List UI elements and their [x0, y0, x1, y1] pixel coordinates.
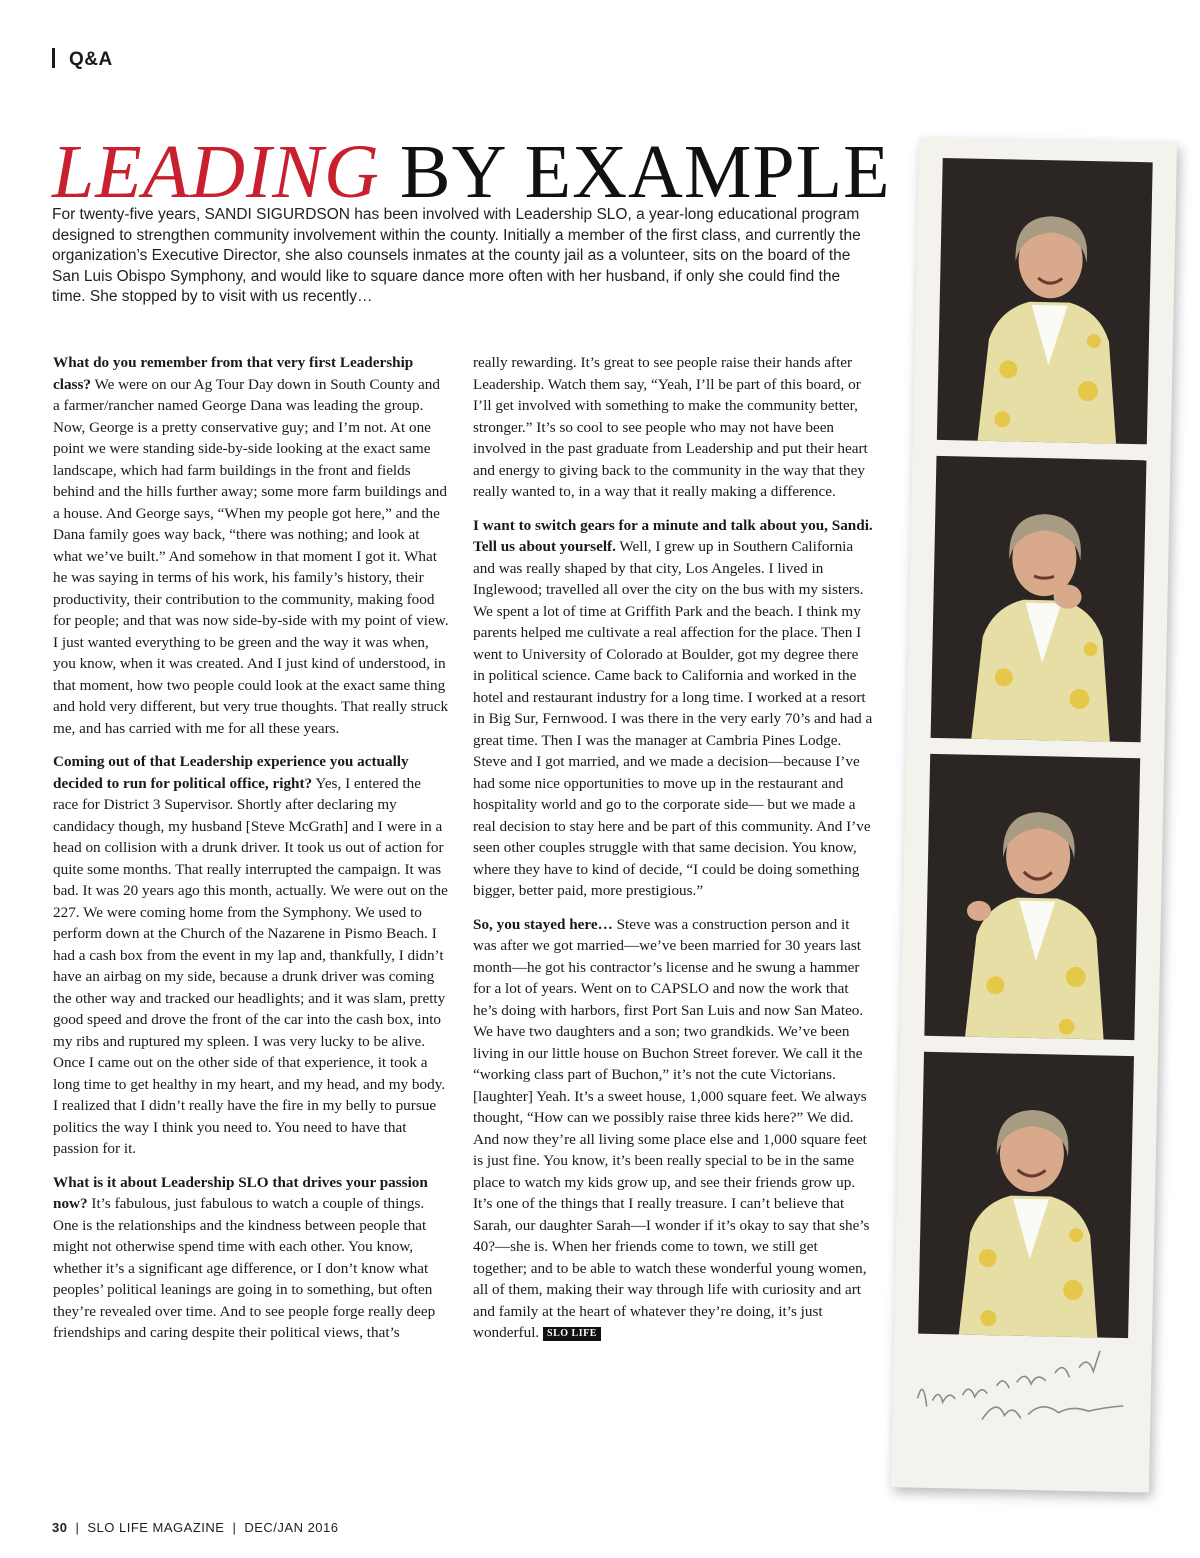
intro-paragraph: For twenty-five years, SANDI SIGURDSON has been involved with Leadership SLO, a year-long educational program designed to strengthen community involvement within the county. Initially a member of the first class, and currently the organization’s Executive Director, she also counsels inmates at the county jail as a volunteer, sits on the board of the San Luis Obispo Symphony, and would like to square dance more often with her husband, if only she could find the time. She stopped by to visit with us recently…: [52, 206, 861, 305]
qa-paragraph: [473, 515, 873, 902]
end-mark: SLO LIFE: [543, 1327, 601, 1341]
question: I want to switch gears for a minute and talk about you, Sandi. Tell us about yourself.: [473, 516, 873, 555]
qa-paragraph: [473, 352, 873, 503]
qa-paragraph: [53, 352, 450, 739]
portrait-photo-3: [924, 754, 1140, 1040]
issue-date: DEC/JAN 2016: [244, 1520, 339, 1535]
footer-separator: |: [232, 1520, 237, 1535]
answer: really rewarding. It’s great to see people raise their hands after Leadership. Watch them say, “Yeah, I’ll be part of this board, or I’ll get involved with something to make the community better, stronger.” It’s so cool to see people who may not have been involved in the past graduate from Leadership and put their heart and energy to giving back to the community in the way that they really wanted to, in a way that it really making a difference.: [473, 354, 868, 500]
article-column-1: [53, 352, 450, 1356]
headline-accent: LEADING: [52, 130, 380, 214]
portrait-figure: [954, 784, 1119, 1040]
question: What do you remember from that very first Leadership class?: [53, 354, 414, 393]
section-label: [52, 48, 113, 71]
page-footer: [52, 1520, 339, 1535]
question: Coming out of that Leadership experience you actually decided to run for political office, right?: [53, 753, 409, 792]
portrait-figure: [967, 189, 1132, 445]
handwritten-signature: [912, 1318, 1134, 1433]
magazine-name: SLO LIFE MAGAZINE: [87, 1520, 225, 1535]
question: So, you stayed here…: [473, 915, 613, 933]
qa-paragraph: [53, 1172, 450, 1344]
qa-paragraph: [53, 751, 450, 1160]
section-text: Q&A: [69, 49, 113, 70]
question: What is it about Leadership SLO that drives your passion now?: [53, 1173, 428, 1212]
footer-separator: |: [75, 1520, 80, 1535]
portrait-photo-1: [937, 158, 1153, 444]
portrait-photo-2: [931, 456, 1147, 742]
answer: We were on our Ag Tour Day down in South County and a farmer/rancher named George Dana was leading the group. Now, George is a pretty conservative guy; and I’m not. At one point we were standing side-by-side looking at the exact same landscape, which had farm buildings in the front and fields behind and the hills further away; some more farm buildings and a house. And George says, “When my people got here,” and the Dana family goes way back, “there was nothing; and look at what we’ve built.” And somehow in that moment I got it. What he was saying in terms of his work, his family’s history, their productivity, their contribution to the community, making food for people; and that was now side-by-side with my point of view. I just wanted everything to be green and the way it was when, you know, when it was created. And I just kind of understood, in that moment, how two people could look at the exact same thing and hold very different, but very true thoughts. That really struck me, and has carried with me for all these years.: [53, 375, 449, 737]
photo-strip: [891, 137, 1177, 1492]
answer: Yes, I entered the race for District 3 Supervisor. Shortly after declaring my candidacy though, my husband [Steve McGrath] and I were in a head on collision with a drunk driver. It took us out of action for quite some months. That really interrupted the campaign. It was bad. It was 20 years ago this month, actually. We were out on the 227. We were coming home from the Symphony. We used to perform down at the Church of the Nazarene in Pismo Beach. I had a cash box from the event in my lap and, thankfully, I didn’t have an airbag on my side, because a drunk driver was coming the other way and tracked our headlights; and it was slam, pretty good speed and drove the front of the car into the cash box, into my ribs and ruptured my spleen. I was very lucky to be alive. Once I came out on the other side of that experience, it took a long time to get healthy in my heart, and my head, and my body. I realized that I didn’t really have the fire in my belly to pursue politics the way I think you need to. You need to have that passion for it.: [53, 774, 448, 1157]
answer: Well, I grew up in Southern California and was really shaped by that city, Los Angeles. I lived in Inglewood; travelled all over the city on the bus with my sisters. We spent a lot of time at Griffith Park and the beach. I think my parents helped me cultivate a real affection for the place. Then I went to University of Colorado at Boulder, got my degree there in political science. Came back to California and worked in the hotel and restaurant industry for a long time. I worked at a resort in Big Sur, Fernwood. I was there in the very early 70’s and had a great time. Then I was the manager at Cambria Pines Lodge. Steve and I got married, and we made a decision—because I’ve had some nice opportunities to move up in the restaurant and hospitality world and go to the corporate side— but we made a real decision to stay here and be part of this community. And I’ve seen other couples struggle with that same decision. You know, where they have to kind of decide, “I could be doing something bigger, better paid, more prestigious.”: [473, 538, 873, 899]
article-column-2: [473, 352, 873, 1356]
portrait-photo-4: [918, 1052, 1134, 1338]
portrait-figure: [960, 487, 1125, 743]
section-bar: [52, 48, 55, 68]
headline: [52, 130, 892, 214]
answer: It’s fabulous, just fabulous to watch a couple of things. One is the relationships and the kindness between people that might not otherwise spend time with each other. You know, whether it’s a significant age difference, or I don’t know what peoples’ political leanings are going in to something, but often they’re revealed over time. And to see people forge really deep friendships and caring despite their political views, that’s: [53, 1195, 436, 1341]
qa-paragraph: [473, 914, 873, 1344]
headline-rest: BY EXAMPLE: [379, 130, 891, 214]
portrait-figure: [948, 1082, 1113, 1338]
answer: Steve was a construction person and it was after we got married—we’ve been married for 30 years last month—he got his contractor’s license and he swung a hammer for a lot of years. Went on to CAPSLO and now the work that he’s doing with harbors, first Port San Luis and now San Mateo. We have two daughters and a son; two grandkids. We’ve been living in our little house on Buchon Street forever. We call it the “working class part of Buchon,” it’s not the cute Victorians. [laughter] Yeah. It’s a sweet house, 1,000 square feet. We always thought, “How can we possibly raise three kids here?” We did. And now they’re all living some place else and 1,000 square feet is just fine. You know, it’s been really special to be in the same place to watch my kids grow up, and see their friends grow up. It’s one of the things that I really treasure. I can’t believe that Sarah, our daughter Sarah—I wonder if it’s okay to say that she’s 40?—she is. When her friends come to town, we still get together; and to be able to watch these wonderful young women, all of them, making their way through life with curiosity and art and family at the heart of whatever they’re doing, it’s just wonderful.: [473, 915, 870, 1341]
page-number: 30: [52, 1520, 68, 1535]
